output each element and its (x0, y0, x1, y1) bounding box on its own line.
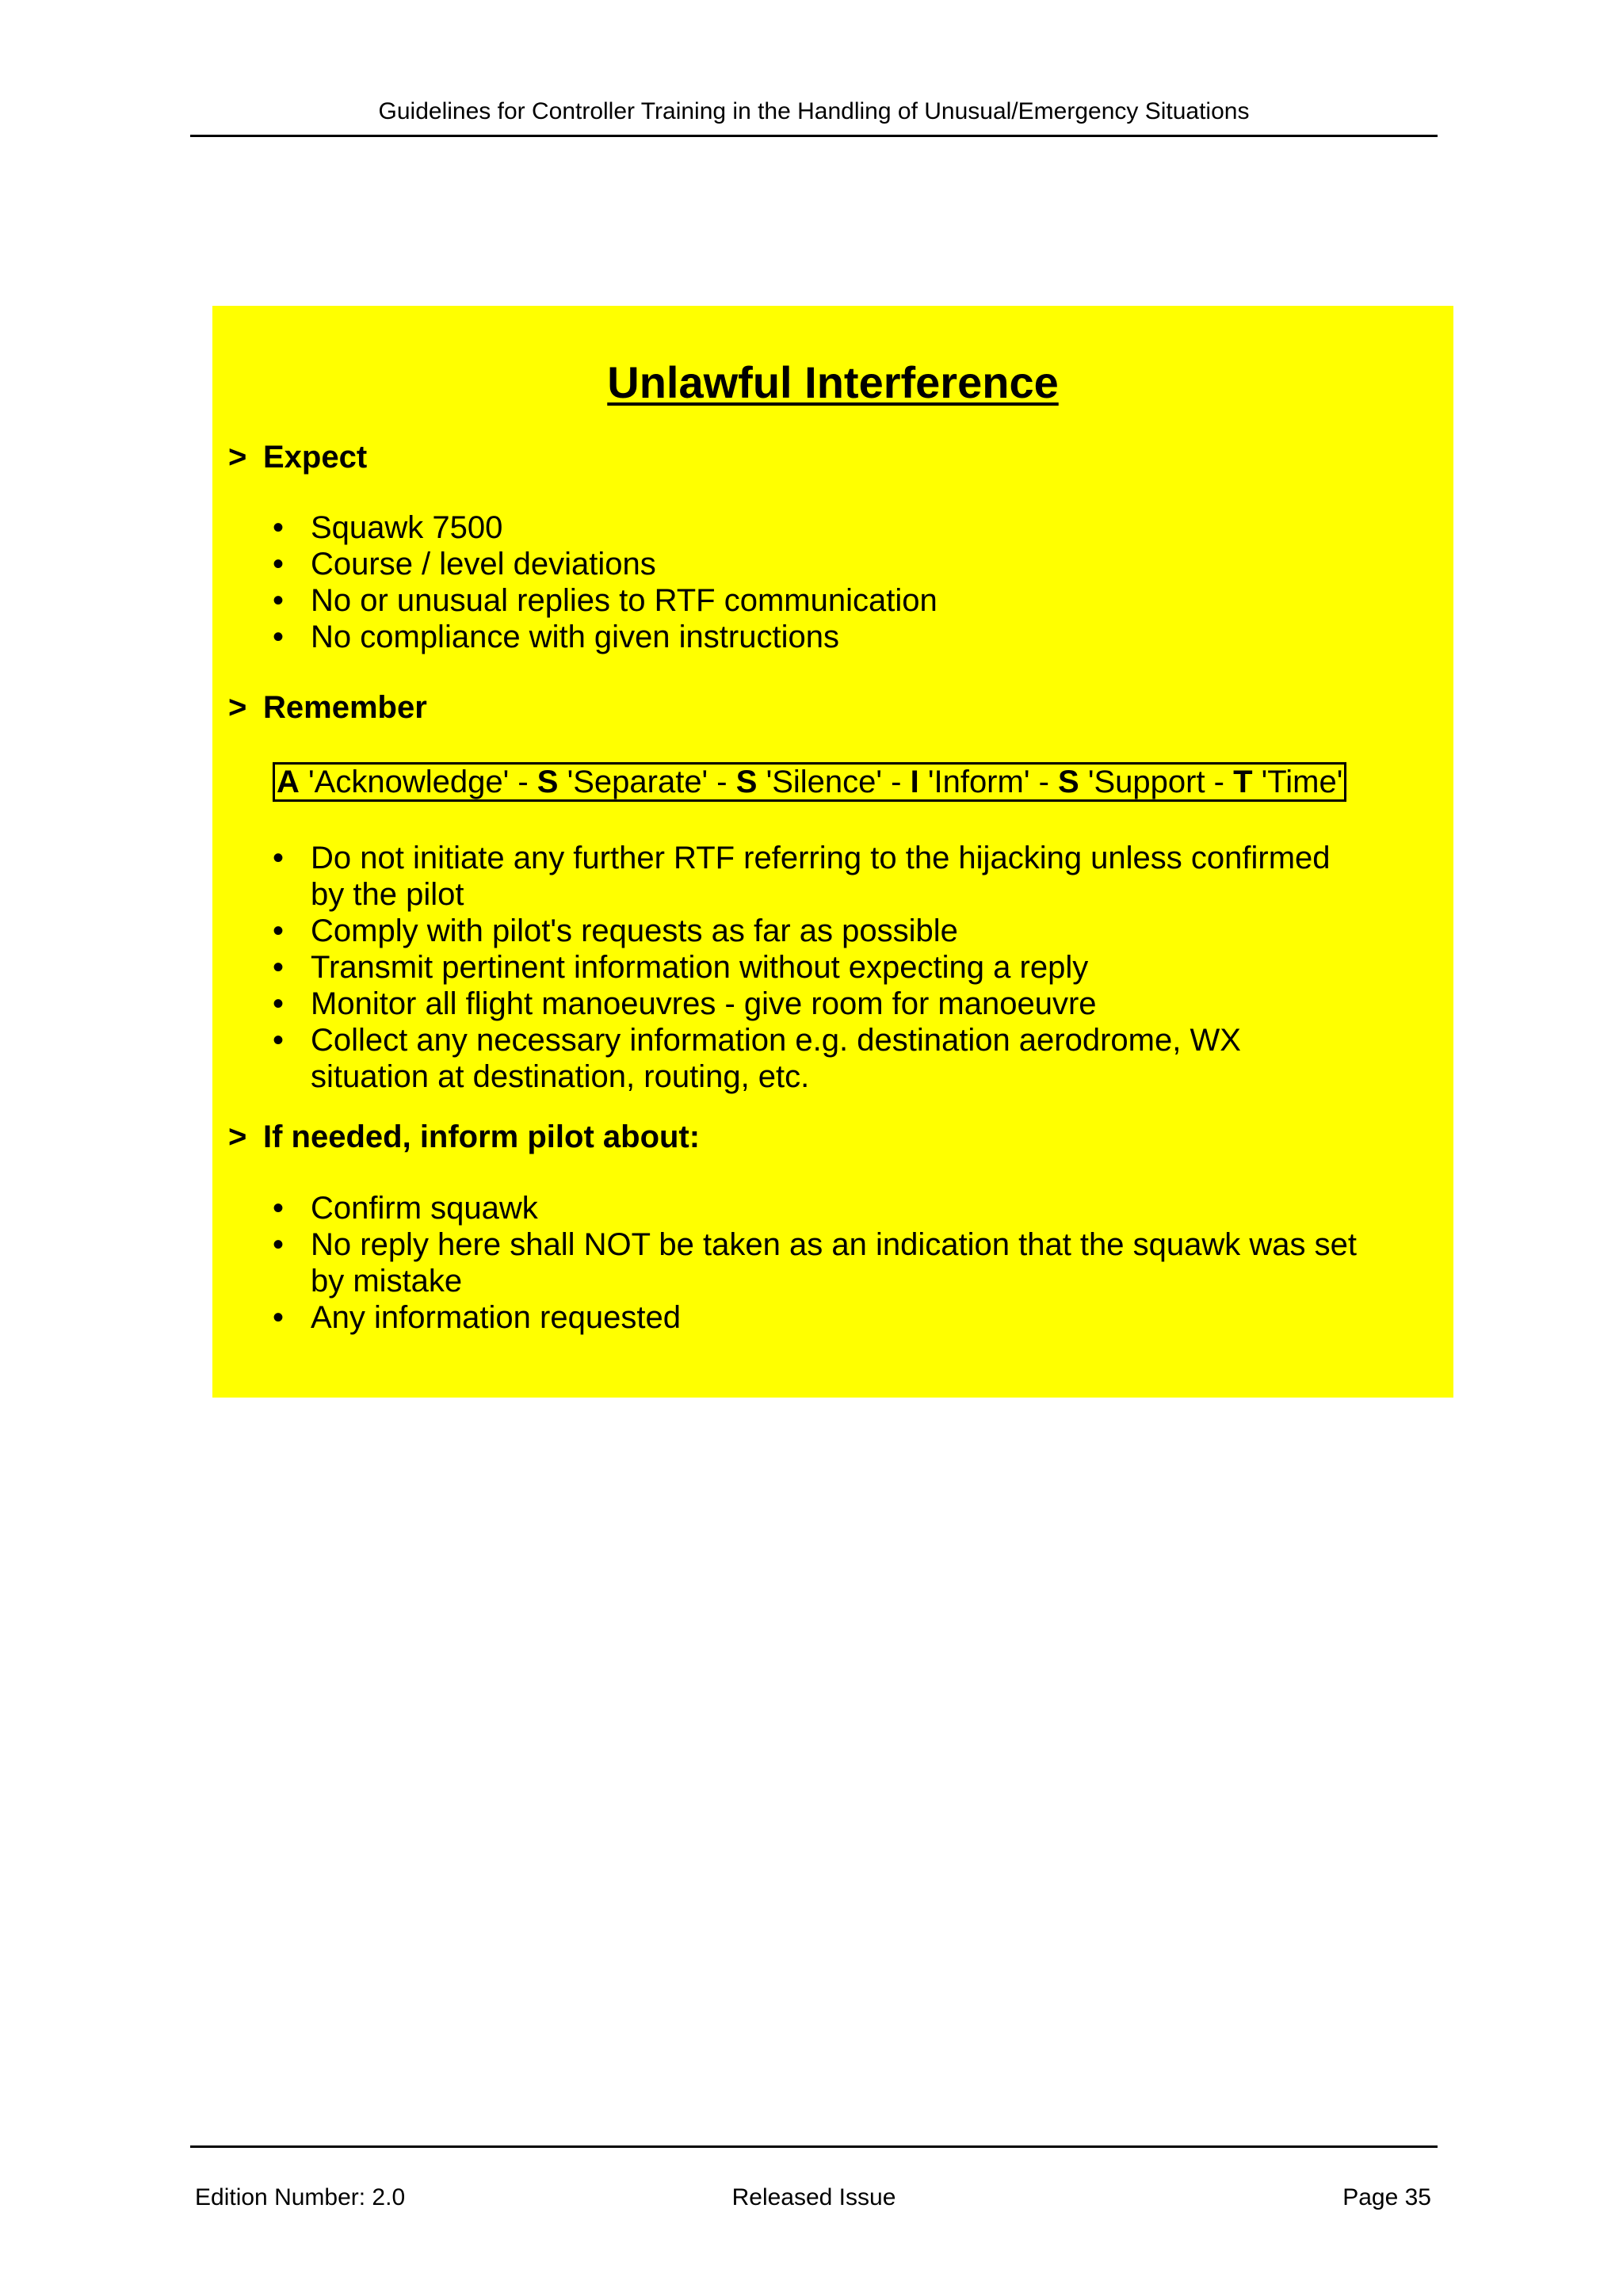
remember-list (212, 840, 1357, 1095)
section-heading-inform (228, 1119, 700, 1155)
arrow-marker-icon: > (228, 1119, 247, 1154)
bullet-icon: • (273, 986, 285, 1021)
bullet-icon: • (273, 620, 285, 654)
list-item: • Monitor all flight manoeuvres - give room for manoeuvre (273, 986, 1097, 1021)
list-item: • Comply with pilot's requests as far as possible (273, 913, 958, 948)
bullet-icon: • (273, 913, 285, 948)
list-item: • Squawk 7500 (273, 510, 503, 545)
list-item: • Course / level deviations (273, 547, 656, 582)
document-title: Guidelines for Controller Training in the Handling of Unusual/Emergency Situations (378, 98, 1250, 124)
section-heading-label: Expect (263, 440, 368, 475)
list-item: • No compliance with given instructions (273, 620, 839, 654)
section-heading-label: If needed, inform pilot about: (263, 1119, 701, 1154)
list-item: • Transmit pertinent information without expecting a reply (273, 950, 1089, 985)
arrow-marker-icon: > (228, 440, 247, 475)
box-title: Unlawful Interference (607, 357, 1059, 407)
page-footer (190, 2145, 1438, 2219)
list-item: • No reply here shall NOT be taken as an indication that the squawk was set by mistake (273, 1227, 1357, 1299)
bullet-icon: • (273, 1300, 285, 1335)
page-number: Page 35 (1342, 2184, 1431, 2210)
list-item: • Collect any necessary information e.g. destination aerodrome, WX situation at destination, routing, etc. (273, 1023, 1241, 1094)
list-item: • Any information requested (273, 1300, 681, 1335)
bullet-icon: • (273, 841, 285, 875)
bullet-icon: • (273, 950, 285, 985)
bullet-icon: • (273, 510, 285, 545)
highlight-box (212, 306, 1453, 1398)
arrow-marker-icon: > (228, 690, 247, 725)
bullet-icon: • (273, 1227, 285, 1262)
asisst-acronym-box: A 'Acknowledge' - S 'Separate' - S 'Silence' - I 'Inform' - S 'Support - T 'Time' (273, 762, 1346, 802)
bullet-icon: • (273, 1023, 285, 1058)
bullet-icon: • (273, 583, 285, 618)
section-heading-label: Remember (263, 690, 427, 725)
bullet-icon: • (273, 1191, 285, 1226)
expect-list (212, 509, 1357, 655)
release-status: Released Issue (731, 2184, 896, 2210)
section-heading-remember (228, 689, 427, 726)
list-item: • Confirm squawk (273, 1191, 538, 1226)
page-header (190, 93, 1438, 137)
edition-number: Edition Number: 2.0 (195, 2184, 406, 2210)
inform-list (212, 1190, 1357, 1336)
list-item: • Do not initiate any further RTF referring to the hijacking unless confirmed by the pilot (273, 841, 1331, 912)
list-item: • No or unusual replies to RTF communication (273, 583, 938, 618)
section-heading-expect (228, 439, 367, 475)
bullet-icon: • (273, 547, 285, 582)
